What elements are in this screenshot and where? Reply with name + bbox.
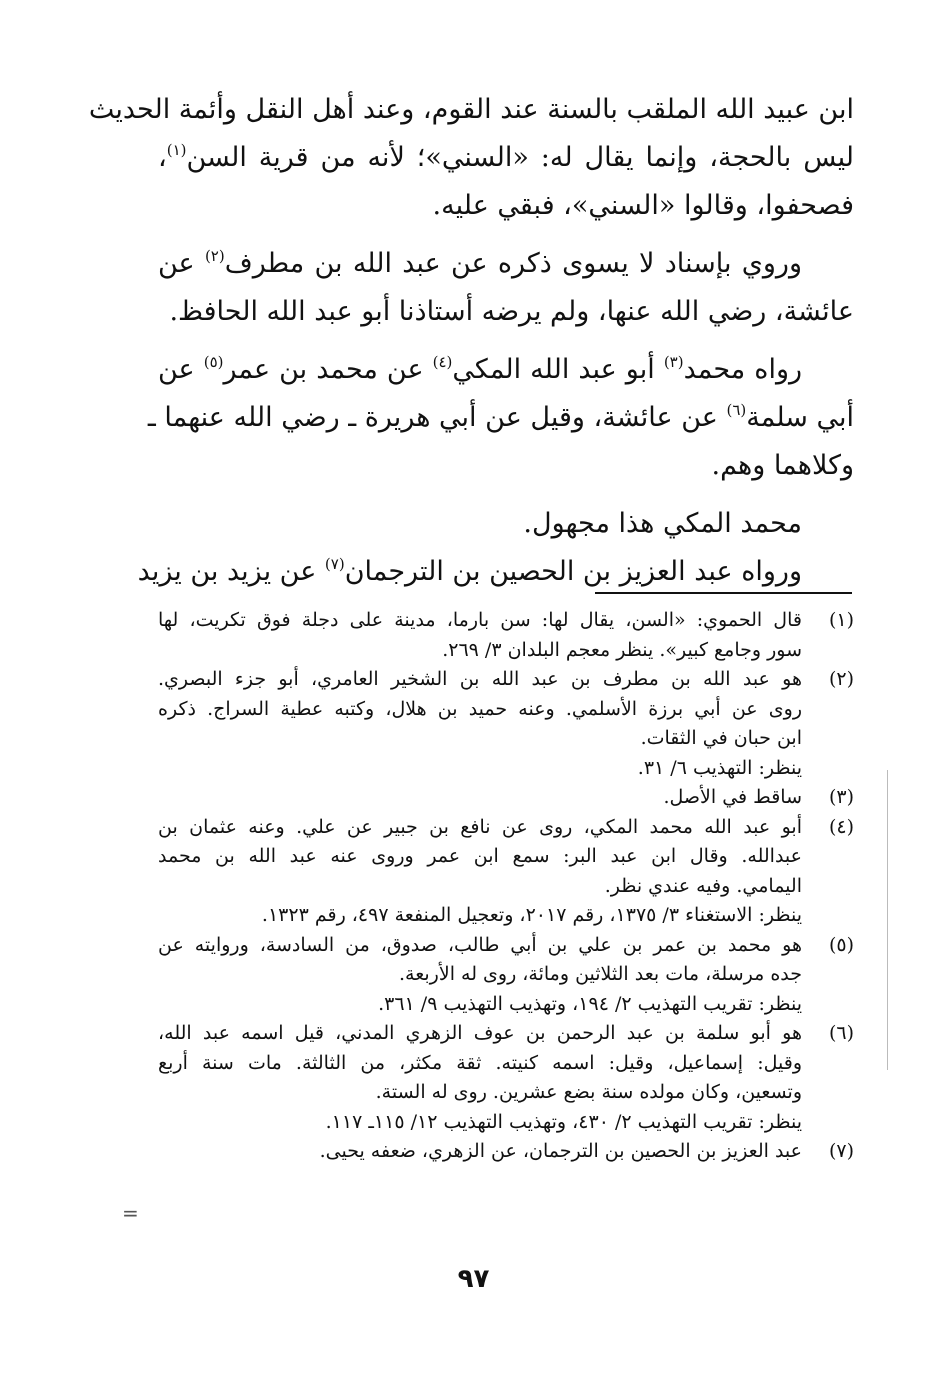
main-text (88, 86, 854, 596)
footnote (158, 1137, 854, 1167)
text-span: عن محمد بن عمر (223, 354, 433, 385)
footnote-ref: (٥) (203, 353, 224, 371)
footnote (158, 783, 854, 813)
text-line (88, 86, 854, 134)
margin-continuation-mark: = (122, 1201, 139, 1225)
footnote-number: (١) (828, 609, 854, 631)
page-number: ٩٧ (457, 1264, 490, 1294)
footnote-line: هو محمد بن عمر بن علي بن أبي طالب، صدوق، من السادسة، وروايته عن (158, 933, 802, 956)
text-span: عن عائشة، وقيل عن أبي هريرة ـ رضي الله عنهما ـ (147, 402, 727, 433)
text-span: عائشة، رضي الله عنها، ولم يرضه أستاذنا أبو عبد الله الحافظ. (169, 296, 854, 327)
text-span: رواه محمد (683, 354, 803, 385)
text-span: فصحفوا، وقالوا «السني»، فبقي عليه. (432, 190, 854, 221)
footnote-line: ينظر: تقريب التهذيب ٢/ ١٩٤، وتهذيب التهذيب ٩/ ٣٦١. (378, 992, 802, 1015)
footnote-number: (٦) (828, 1022, 854, 1044)
footnote-number: (٥) (828, 933, 854, 956)
footnote-ref: (٦) (726, 401, 747, 419)
text-span: وكلاهما وهم. (711, 450, 854, 481)
footnote (158, 606, 854, 665)
text-span: أبو عبد الله المكي (452, 354, 664, 385)
text-line (158, 288, 854, 336)
text-span: ابن عبيد الله الملقب بالسنة عند القوم، وعند أهل النقل وأئمة الحديث (88, 94, 854, 125)
text-line (158, 182, 854, 230)
footnote-line: هو عبد الله بن مطرف بن عبد الله بن الشخير العامري، أبو جزء البصري. (158, 668, 802, 690)
footnote (158, 813, 854, 931)
footnote-line: اليمامي. وفيه عندي نظر. (604, 874, 802, 897)
footnote-number: (٧) (828, 1140, 854, 1162)
text-span: عن (158, 354, 204, 385)
footnote-ref: (١) (166, 141, 187, 159)
footnote-line: وتسعين، وكان مولده سنة بضع عشرين. روى له الستة. (375, 1081, 802, 1103)
footnote-number: (٣) (828, 786, 854, 808)
text-span: ليس بالحجة، وإنما يقال له: «السني»؛ لأنه من قرية السن (186, 142, 854, 173)
text-line (158, 346, 854, 394)
text-span: محمد المكي هذا مجهول. (523, 508, 802, 539)
footnote-line: ينظر: تقريب التهذيب ٢/ ٤٣٠، وتهذيب التهذيب ١٢/ ١١٥ـ ١١٧. (325, 1110, 802, 1133)
footnote-ref: (٢) (204, 247, 225, 265)
footnote-line: ينظر: التهذيب ٦/ ٣١. (637, 756, 802, 779)
footnotes (158, 606, 854, 1167)
footnote-separator (595, 592, 852, 594)
footnote-line: روى عن أبي برزة الأسلمي. وعنه حميد بن هلال، وكتبه عطية السراج. ذكره (158, 697, 802, 720)
footnote-line: وقيل: إسماعيل، وقيل: اسمه كنيته. ثقة مكثر، من الثالثة. مات سنة أربع (158, 1051, 802, 1074)
footnote-line: أبو عبد الله محمد المكي، روى عن نافع بن جبير عن علي. وعنه عثمان بن (158, 815, 802, 838)
text-line (147, 394, 854, 442)
page-edge-line (887, 770, 888, 1070)
footnote-ref: (٤) (432, 353, 453, 371)
text-span: أبي سلمة (746, 402, 854, 433)
text-span: ، (158, 142, 167, 173)
text-line (158, 500, 854, 548)
footnote-line: ساقط في الأصل. (663, 786, 802, 808)
footnote-number: (٤) (828, 815, 854, 838)
text-line (137, 548, 854, 596)
text-line (158, 442, 854, 490)
text-line (158, 240, 854, 288)
footnote-line: ينظر: الاستغناء ٣/ ١٣٧٥، رقم ٢٠١٧، وتعجيل المنفعة ٤٩٧، رقم ١٣٢٣. (261, 904, 802, 926)
footnote-line: عبد العزيز بن الحصين بن الترجمان، عن الزهري، ضعفه يحيى. (319, 1140, 802, 1162)
text-line (158, 134, 854, 182)
footnote-line: قال الحموي: «السن، يقال لها: سن بارما، مدينة على دجلة فوق تكريت، لها (158, 609, 802, 631)
footnote-line: جده مرسلة، مات بعد الثلاثين ومائة، روى له الأربعة. (399, 963, 802, 985)
footnote-number: (٢) (828, 668, 854, 690)
footnote-line: ابن حبان في الثقات. (640, 727, 802, 749)
footnote-ref: (٣) (663, 353, 684, 371)
text-span: عن (158, 248, 205, 279)
footnote (158, 931, 854, 1020)
footnote (158, 665, 854, 783)
text-span: وروي بإسناد لا يسوى ذكره عن عبد الله بن مطرف (224, 248, 802, 279)
footnote-line: هو أبو سلمة بن عبد الرحمن بن عوف الزهري المدني، قيل اسمه عبد الله، (158, 1022, 802, 1044)
footnote-ref: (٧) (324, 555, 345, 573)
text-span: عن يزيد بن يزيد (137, 556, 325, 587)
text-span: ورواه عبد العزيز بن الحصين بن الترجمان (344, 556, 802, 587)
footnote-line: عبدالله. وقال ابن عبد البر: سمع ابن عمر وروى عنه عبد الله بن محمد (158, 845, 802, 867)
footnote-line: سور وجامع كبير». ينظر معجم البلدان ٣/ ٢٦٩. (442, 638, 802, 661)
footnote (158, 1019, 854, 1137)
